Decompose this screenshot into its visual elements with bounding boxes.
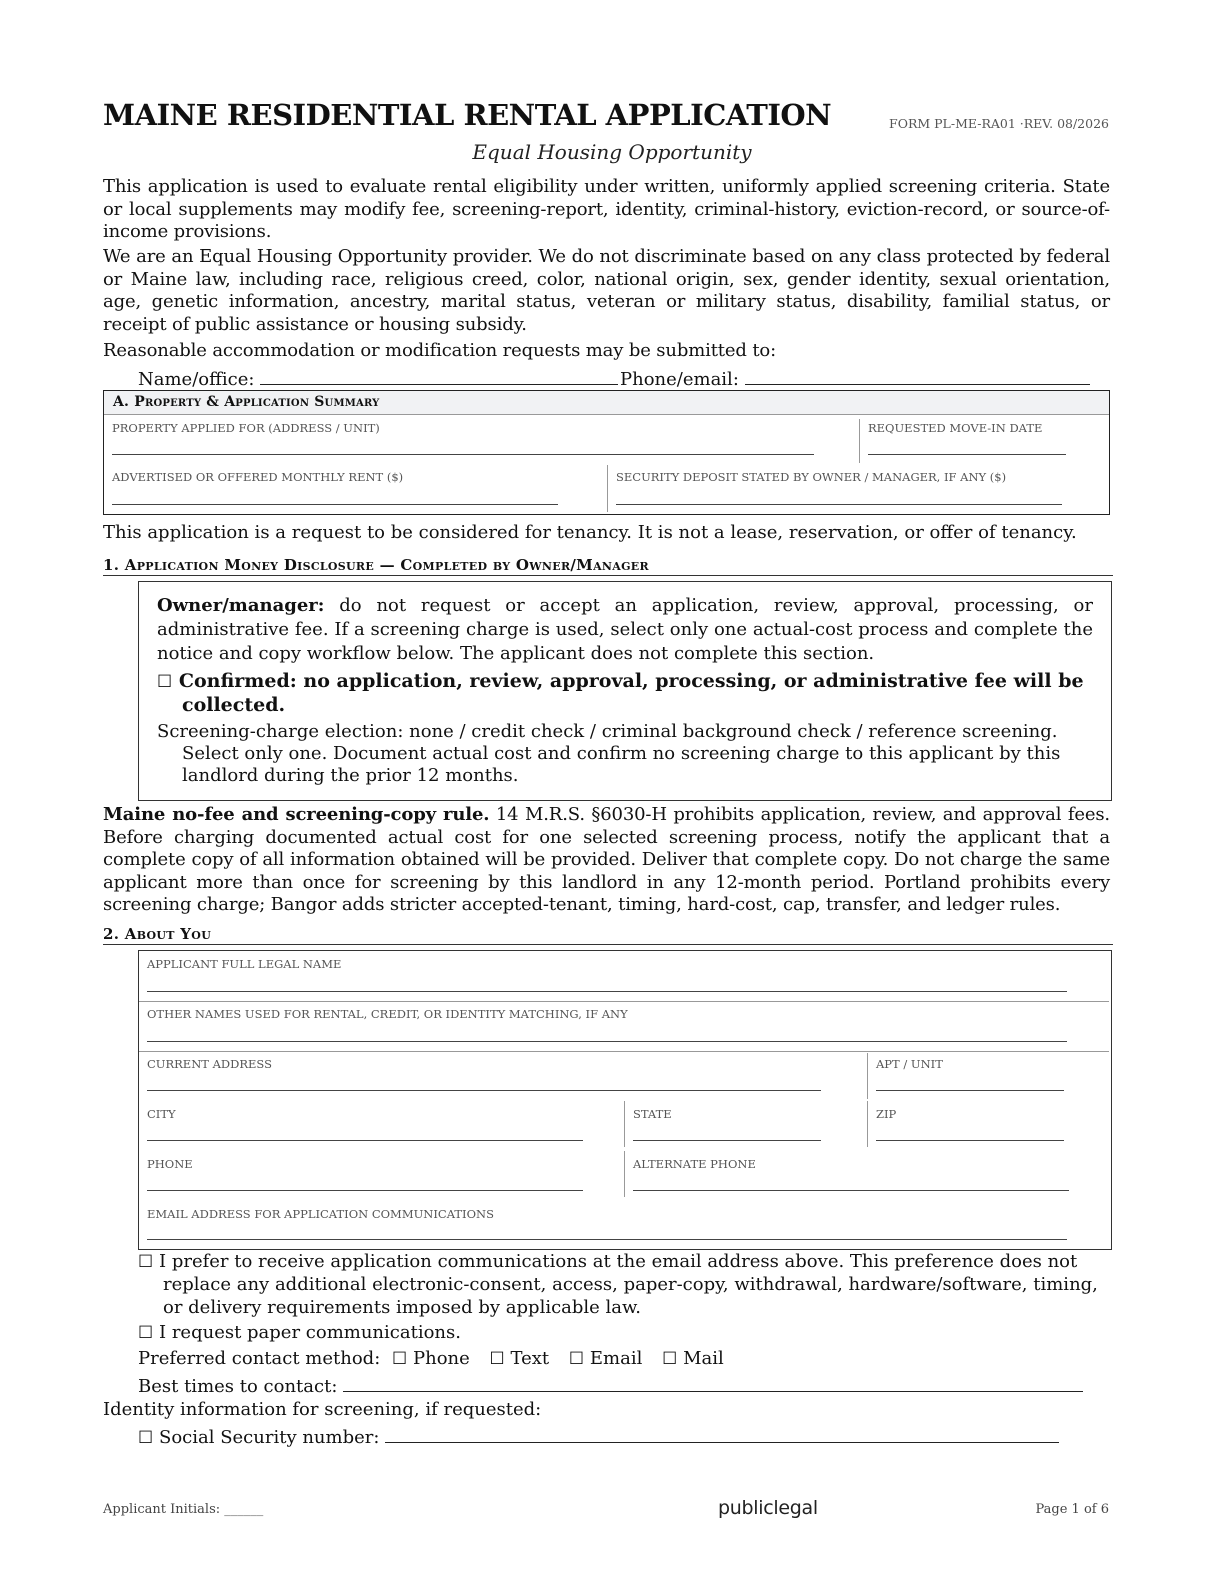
best-times-row xyxy=(138,1374,1083,1398)
full-name-label: APPLICANT FULL LEGAL NAME xyxy=(147,957,342,971)
apt-unit-field[interactable] xyxy=(876,1090,1064,1091)
owner-disclosure-box xyxy=(138,581,1112,801)
phone-cell xyxy=(139,1151,624,1201)
alternate-phone-label: ALTERNATE PHONE xyxy=(633,1157,756,1171)
best-times-label: Best times to contact: xyxy=(138,1376,338,1397)
form-title: MAINE RESIDENTIAL RENTAL APPLICATION xyxy=(103,98,832,132)
email-field[interactable] xyxy=(147,1239,1067,1240)
checkbox-icon[interactable]: ☐ xyxy=(489,1349,505,1369)
intro-paragraph-2: We are an Equal Housing Opportunity provider. We do not discriminate based on any class protected by federal or Maine law, including race, religious creed, color, national origin, sex, gender identity, sexual orientation, age, genetic information, ancestry, marital status, veteran or military status, disability, familial status, or receipt of public assistance or housing subsidy. xyxy=(103,246,1110,335)
applicant-initials: Applicant Initials: ______ xyxy=(103,1502,264,1517)
section-a-heading: A. Property & Application Summary xyxy=(104,391,1109,415)
zip-cell xyxy=(868,1101,1108,1151)
apt-unit-label: APT / UNIT xyxy=(876,1057,943,1071)
property-address-field[interactable] xyxy=(112,454,814,455)
section-2-heading: 2. About You xyxy=(103,925,1113,945)
property-summary-box xyxy=(103,390,1110,515)
section-1-heading: 1. Application Money Disclosure — Completed by Owner/Manager xyxy=(103,556,1113,576)
page-number: Page 1 of 6 xyxy=(1035,1502,1109,1517)
contact-option-email: Email xyxy=(589,1348,643,1369)
maine-rule-text: 14 M.R.S. §6030-H prohibits application, review, and approval fees. Before charging documented actual cost for one selected screening process, notify the applicant that a complete copy of all information obtained will be provided. Deliver that complete copy. Do not charge the same applicant more than once for screening by this landlord in any 12-month period. Portland prohibits every screening charge; Bangor adds stricter accepted-tenant, timing, hard-cost, cap, transfer, and ledger rules. xyxy=(103,804,1110,915)
publiclegal-logo: publiclegal xyxy=(718,1497,818,1519)
best-times-field[interactable] xyxy=(343,1374,1083,1392)
checkbox-icon[interactable]: ☐ xyxy=(662,1349,678,1369)
accommodation-name-field[interactable] xyxy=(260,367,618,385)
contact-option-mail: Mail xyxy=(683,1348,724,1369)
monthly-rent-field[interactable] xyxy=(112,504,558,505)
accommodation-name-row xyxy=(138,367,618,391)
city-label: CITY xyxy=(147,1107,176,1121)
owner-instructions xyxy=(157,594,1093,666)
ssn-field[interactable] xyxy=(385,1425,1059,1443)
move-in-date-label: REQUESTED MOVE-IN DATE xyxy=(868,421,1043,435)
checkbox-icon[interactable]: ☐ xyxy=(392,1349,408,1369)
security-deposit-field[interactable] xyxy=(616,504,1062,505)
about-you-box xyxy=(138,950,1112,1250)
zip-label: ZIP xyxy=(876,1107,897,1121)
email-preference-line-1: I prefer to receive application communications at the email address above. This preference does not xyxy=(158,1251,1078,1272)
security-deposit-label: SECURITY DEPOSIT STATED BY OWNER / MANAGER, IF ANY ($) xyxy=(616,470,1007,484)
checkbox-icon[interactable]: ☐ xyxy=(568,1349,585,1369)
checkbox-icon[interactable]: ☐ xyxy=(157,672,173,692)
maine-rule-label: Maine no-fee and screening-copy rule. xyxy=(103,804,490,825)
full-name-field[interactable] xyxy=(147,991,1067,992)
maine-rule-paragraph xyxy=(103,804,1110,917)
confirm-text-line-1: Confirmed: no application, review, approval, processing, or administrative fee will be xyxy=(178,670,1084,692)
current-address-label: CURRENT ADDRESS xyxy=(147,1057,272,1071)
city-cell xyxy=(139,1101,624,1151)
zip-field[interactable] xyxy=(876,1140,1064,1141)
accommodation-phone-label: Phone/email: xyxy=(620,369,739,390)
owner-text: do not request or accept an application, review, approval, processing, or administrative fee. If a screening charge is used, select only one actual-cost process and complete the notice and copy workflow below. The applicant does not complete this section. xyxy=(157,595,1093,664)
current-address-cell xyxy=(139,1051,867,1101)
security-deposit-cell xyxy=(608,464,1108,512)
contact-method-row xyxy=(138,1348,724,1370)
property-address-cell xyxy=(104,415,859,463)
state-field[interactable] xyxy=(633,1140,821,1141)
move-in-date-cell xyxy=(860,415,1108,463)
accommodation-phone-field[interactable] xyxy=(745,367,1090,385)
election-line-1: Screening-charge election: none / credit check / criminal background check / reference screening. xyxy=(157,721,1058,742)
checkbox-icon[interactable]: ☐ xyxy=(138,1252,154,1272)
other-names-field[interactable] xyxy=(147,1041,1067,1042)
election-line-3: landlord during the prior 12 months. xyxy=(182,765,519,786)
form-id: FORM PL-ME-RA01 ·REV. 08/2026 xyxy=(889,116,1109,131)
contact-option-phone: Phone xyxy=(413,1348,470,1369)
identity-label: Identity information for screening, if requested: xyxy=(103,1399,542,1420)
other-names-label: OTHER NAMES USED FOR RENTAL, CREDIT, OR IDENTITY MATCHING, IF ANY xyxy=(147,1007,628,1021)
property-address-label: PROPERTY APPLIED FOR (ADDRESS / UNIT) xyxy=(112,421,380,435)
paper-preference-label: I request paper communications. xyxy=(158,1322,461,1343)
checkbox-icon[interactable]: ☐ xyxy=(138,1323,154,1343)
state-label: STATE xyxy=(633,1107,672,1121)
alternate-phone-cell xyxy=(625,1151,1109,1201)
phone-field[interactable] xyxy=(147,1190,583,1191)
current-address-field[interactable] xyxy=(147,1090,821,1091)
no-fee-confirmation xyxy=(157,670,1084,693)
city-field[interactable] xyxy=(147,1140,583,1141)
monthly-rent-label: ADVERTISED OR OFFERED MONTHLY RENT ($) xyxy=(112,470,404,484)
email-cell xyxy=(139,1201,1109,1247)
contact-method-label: Preferred contact method: xyxy=(138,1348,381,1369)
phone-label: PHONE xyxy=(147,1157,193,1171)
accommodation-phone-row xyxy=(620,367,1090,391)
email-preference-line-3: or delivery requirements imposed by applicable law. xyxy=(163,1297,642,1318)
email-preference-line-2: replace any additional electronic-consent, access, paper-copy, withdrawal, hardware/software, timing, xyxy=(163,1274,1098,1295)
email-label: EMAIL ADDRESS FOR APPLICATION COMMUNICATIONS xyxy=(147,1207,494,1221)
tenancy-note: This application is a request to be considered for tenancy. It is not a lease, reservation, or offer of tenancy. xyxy=(103,522,1077,543)
ssn-row xyxy=(138,1425,1059,1449)
intro-paragraph-1: This application is used to evaluate rental eligibility under written, uniformly applied screening criteria. State or local supplements may modify fee, screening-report, identity, criminal-history, eviction-record, or source-of-income provisions. xyxy=(103,176,1110,242)
election-line-2: Select only one. Document actual cost and confirm no screening charge to this applicant by this xyxy=(182,743,1061,764)
checkbox-icon[interactable]: ☐ xyxy=(138,1428,154,1448)
intro-paragraph-3: Reasonable accommodation or modification requests may be submitted to: xyxy=(103,340,777,361)
paper-preference-row xyxy=(138,1322,461,1344)
other-names-cell xyxy=(139,1001,1109,1051)
alternate-phone-field[interactable] xyxy=(633,1190,1069,1191)
move-in-date-field[interactable] xyxy=(868,454,1066,455)
apt-unit-cell xyxy=(868,1051,1108,1101)
monthly-rent-cell xyxy=(104,464,607,512)
contact-option-text: Text xyxy=(510,1348,550,1369)
state-cell xyxy=(625,1101,867,1151)
accommodation-name-label: Name/office: xyxy=(138,369,255,390)
confirm-text-line-2: collected. xyxy=(182,694,286,716)
form-subtitle: Equal Housing Opportunity xyxy=(472,140,752,164)
email-preference-row xyxy=(138,1251,1077,1273)
full-name-cell xyxy=(139,951,1109,1001)
owner-label: Owner/manager: xyxy=(157,595,325,616)
ssn-label: Social Security number: xyxy=(158,1427,380,1448)
